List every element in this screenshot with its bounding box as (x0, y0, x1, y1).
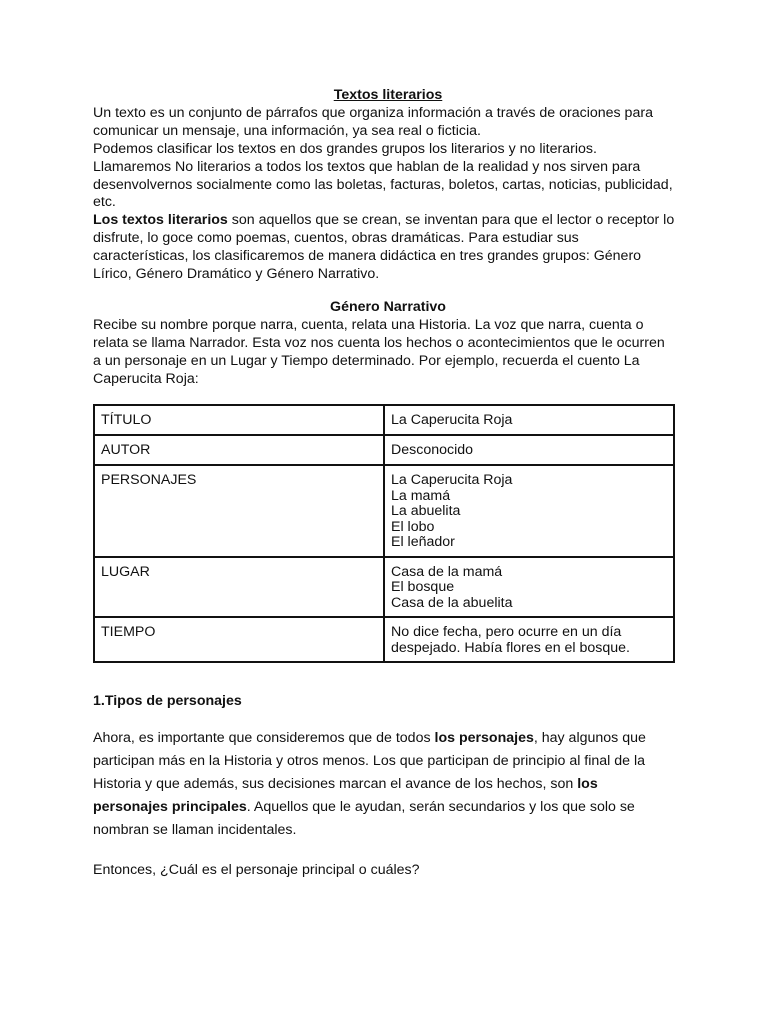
intro-line: etc. (93, 194, 116, 211)
table-label-cell: PERSONAJES (94, 465, 384, 557)
paragraph-line (93, 796, 683, 819)
text-run: , hay algunos que (533, 730, 646, 746)
table-value-cell (384, 557, 674, 618)
literary-bold-term: Los textos literarios (93, 212, 228, 229)
intro-line: comunicar un mensaje, una información, ya sea real o ficticia. (93, 122, 481, 139)
table-row (94, 435, 674, 465)
table-value: El leñador (391, 534, 455, 550)
section-title-personajes: 1.Tipos de personajes (93, 693, 242, 709)
literary-line: disfrute, lo goce como poemas, cuentos, obras dramáticas. Para estudiar sus (93, 230, 579, 247)
intro-line: desenvolvernos socialmente como las boletas, facturas, boletos, cartas, noticias, publicidad, (93, 176, 673, 193)
literary-line: características, los clasificaremos de manera didáctica en tres grandes grupos: Género (93, 248, 642, 265)
table-value-cell (384, 405, 674, 435)
table-value: El bosque (391, 579, 455, 595)
table-value: La abuelita (391, 503, 461, 519)
paragraph-line (93, 773, 683, 796)
table-label-cell: LUGAR (94, 557, 384, 618)
intro-line: Podemos clasificar los textos en dos grandes grupos los literarios y no literarios. (93, 140, 597, 157)
table-row (94, 557, 674, 618)
paragraph-line: participan más en la Historia y otros menos. Los que participan de principio al final de la (93, 753, 646, 769)
paragraph-line (93, 727, 683, 750)
table-label-cell: TIEMPO (94, 617, 384, 662)
question-line: Entonces, ¿Cuál es el personaje principal o cuáles? (93, 862, 420, 878)
paragraph-line: nombran se llaman incidentales. (93, 822, 297, 838)
table-row (94, 405, 674, 435)
table-row (94, 465, 674, 557)
section-title-narrative: Género Narrativo (330, 299, 446, 315)
text-run: Historia y que además, sus decisiones marcan el avance de los hechos, son (93, 776, 578, 792)
text-run: Ahora, es importante que consideremos que de todos (93, 730, 435, 746)
literary-line-rest: son aquellos que se crean, se inventan para que el lector o receptor lo (227, 212, 675, 229)
text-run: . Aquellos que le ayudan, serán secundarios y los que solo se (246, 799, 635, 815)
table-value: despejado. Había flores en el bosque. (391, 639, 630, 656)
bold-term: los personajes (434, 730, 534, 746)
bold-term: personajes principales (93, 799, 247, 815)
table-value: Casa de la mamá (391, 563, 503, 580)
table-value: La mamá (391, 487, 451, 504)
narrative-line: a un personaje en un Lugar y Tiempo determinado. Por ejemplo, recuerda el cuento La (93, 352, 640, 369)
literary-line (93, 212, 683, 230)
table-value: Desconocido (391, 442, 474, 458)
intro-line: Un texto es un conjunto de párrafos que organiza información a través de oraciones para (93, 104, 653, 121)
table-value-cell (384, 465, 674, 557)
narrative-line: relata se llama Narrador. Esta voz nos cuenta los hechos o acontecimientos que le ocurren (93, 334, 665, 351)
intro-line: Llamaremos No literarios a todos los textos que hablan de la realidad y nos sirven para (93, 158, 641, 175)
table-value: El lobo (391, 518, 435, 535)
table-row (94, 617, 674, 662)
table-value: La Caperucita Roja (391, 472, 513, 488)
literary-line: Lírico, Género Dramático y Género Narrativo. (93, 266, 380, 283)
personajes-paragraph (93, 727, 683, 842)
intro-section (93, 87, 683, 284)
table-value: La Caperucita Roja (391, 412, 513, 428)
table-value: No dice fecha, pero ocurre en un día (391, 624, 622, 640)
table-label-cell: TÍTULO (94, 405, 384, 435)
story-table (93, 404, 675, 663)
page-title: Textos literarios (333, 87, 443, 103)
table-value: Casa de la abuelita (391, 594, 513, 611)
table-value-cell (384, 617, 674, 662)
narrative-section (93, 299, 683, 389)
narrative-line: Recibe su nombre porque narra, cuenta, relata una Historia. La voz que narra, cuenta o (93, 316, 644, 333)
table-label-cell: AUTOR (94, 435, 384, 465)
narrative-line: Caperucita Roja: (93, 370, 199, 387)
table-value-cell (384, 435, 674, 465)
bold-term: los (577, 776, 598, 792)
